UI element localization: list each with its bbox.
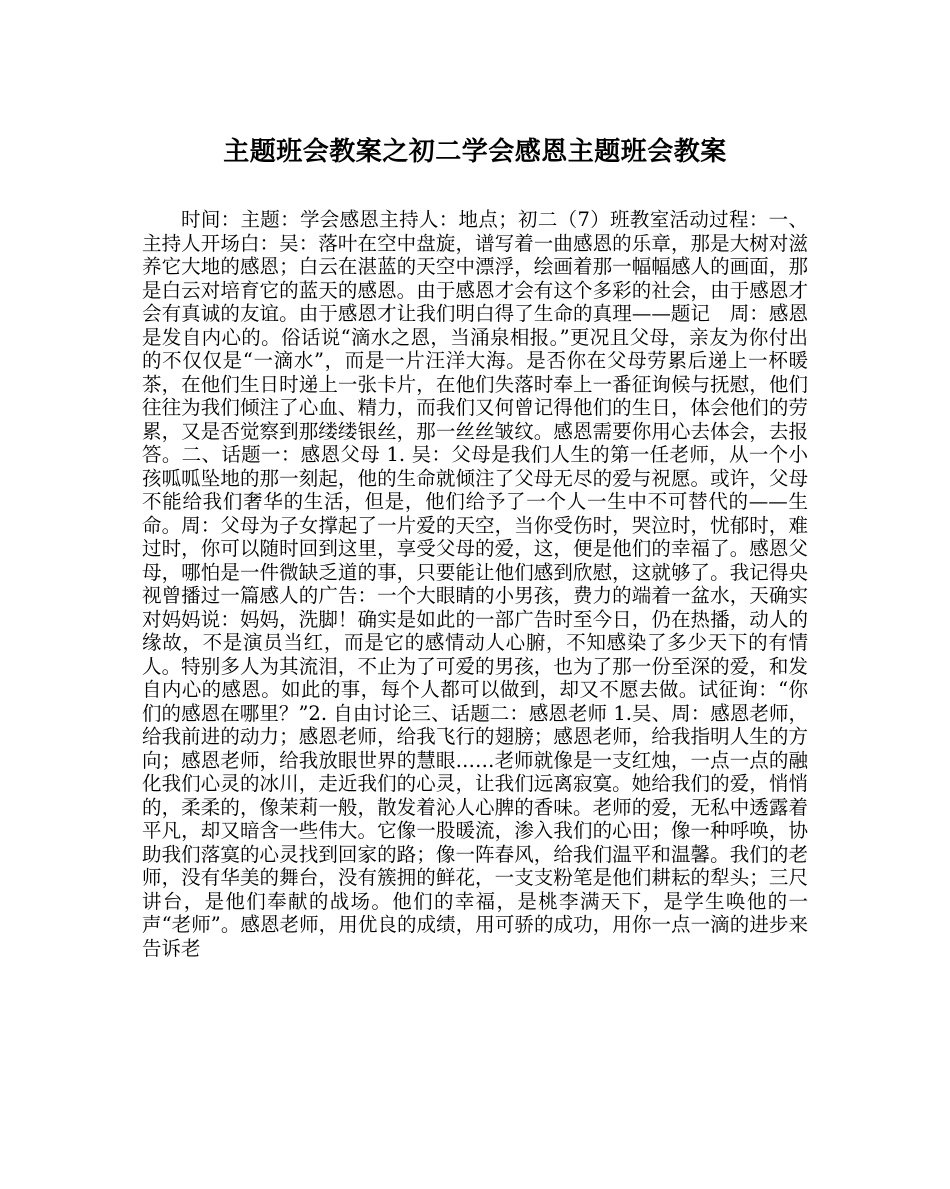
document-body-paragraph: 时间：主题：学会感恩主持人：地点；初二（7）班教室活动过程：一、主持人开场白：吴：落叶在空中盘旋，谱写着一曲感恩的乐章，那是大树对滋养它大地的感恩；白云在湛蓝的天空中漂浮，绘画着那一幅幅感人的画面，那是白云对培育它的蓝天的感恩。由于感恩才会有这个多彩的社会，由于感恩才会有真诚的友谊。由于感恩才让我们明白得了生命的真理——题记 周：感恩是发自内心的。俗话说“滴水之恩，当涌泉相报。”更况且父母，亲友为你付出的不仅仅是“一滴水”，而是一片汪洋大海。是否你在父母劳累后递上一杯暖茶，在他们生日时递上一张卡片，在他们失落时奉上一番征询候与抚慰，他们往往为我们倾注了心血、精力，而我们又何曾记得他们的生日，体会他们的劳累，又是否觉察到那缕缕银丝，那一丝丝皱纹。感恩需要你用心去体会，去报答。二、话题一：感恩父母 1. 吴：父母是我们人生的第一任老师，从一个小孩呱呱坠地的那一刻起，他的生命就倾注了父母无尽的爱与祝愿。或许，父母不能给我们奢华的生活，但是，他们给予了一个人一生中不可替代的——生命。周：父母为子女撑起了一片爱的天空，当你受伤时，哭泣时，忧郁时，难过时，你可以随时回到这里，享受父母的爱，这，便是他们的幸福了。感恩父母，哪怕是一件微缺乏道的事，只要能让他们感到欣慰，这就够了。我记得央视曾播过一篇感人的广告：一个大眼睛的小男孩，费力的端着一盆水，天确实对妈妈说：妈妈，洗脚！确实是如此的一部广告时至今日，仍在热播，动人的缘故，不是演员当红，而是它的感情动人心腑，不知感染了多少天下的有情人。特别多人为其流泪，不止为了可爱的男孩，也为了那一份至深的爱，和发自内心的感恩。如此的事，每个人都可以做到，却又不愿去做。试征询：“你们的感恩在哪里？”2. 自由讨论三、话题二：感恩老师 1.吴、周：感恩老师，给我前进的动力；感恩老师，给我飞行的翅膀；感恩老师，给我指明人生的方向；感恩老师，给我放眼世界的慧眼……老师就像是一支红烛，一点一点的融化我们心灵的冰川，走近我们的心灵，让我们远离寂寞。她给我们的爱，悄悄的，柔柔的，像茉莉一般，散发着沁人心脾的香味。老师的爱，无私中透露着平凡，却又暗含一些伟大。它像一股暖流，渗入我们的心田；像一种呼唤，协助我们落寞的心灵找到回家的路；像一阵春风，给我们温平和温馨。我们的老师，没有华美的舞台，没有簇拥的鲜花，一支支粉笔是他们耕耘的犁头；三尺讲台，是他们奉献的战场。他们的幸福，是桃李满天下，是学生唤他的一声“老师”。感恩老师，用优良的成绩，用可骄的成功，用你一点一滴的进步来告诉老 — [142, 208, 808, 960]
document-title: 主题班会教案之初二学会感恩主题班会教案 — [223, 137, 727, 167]
